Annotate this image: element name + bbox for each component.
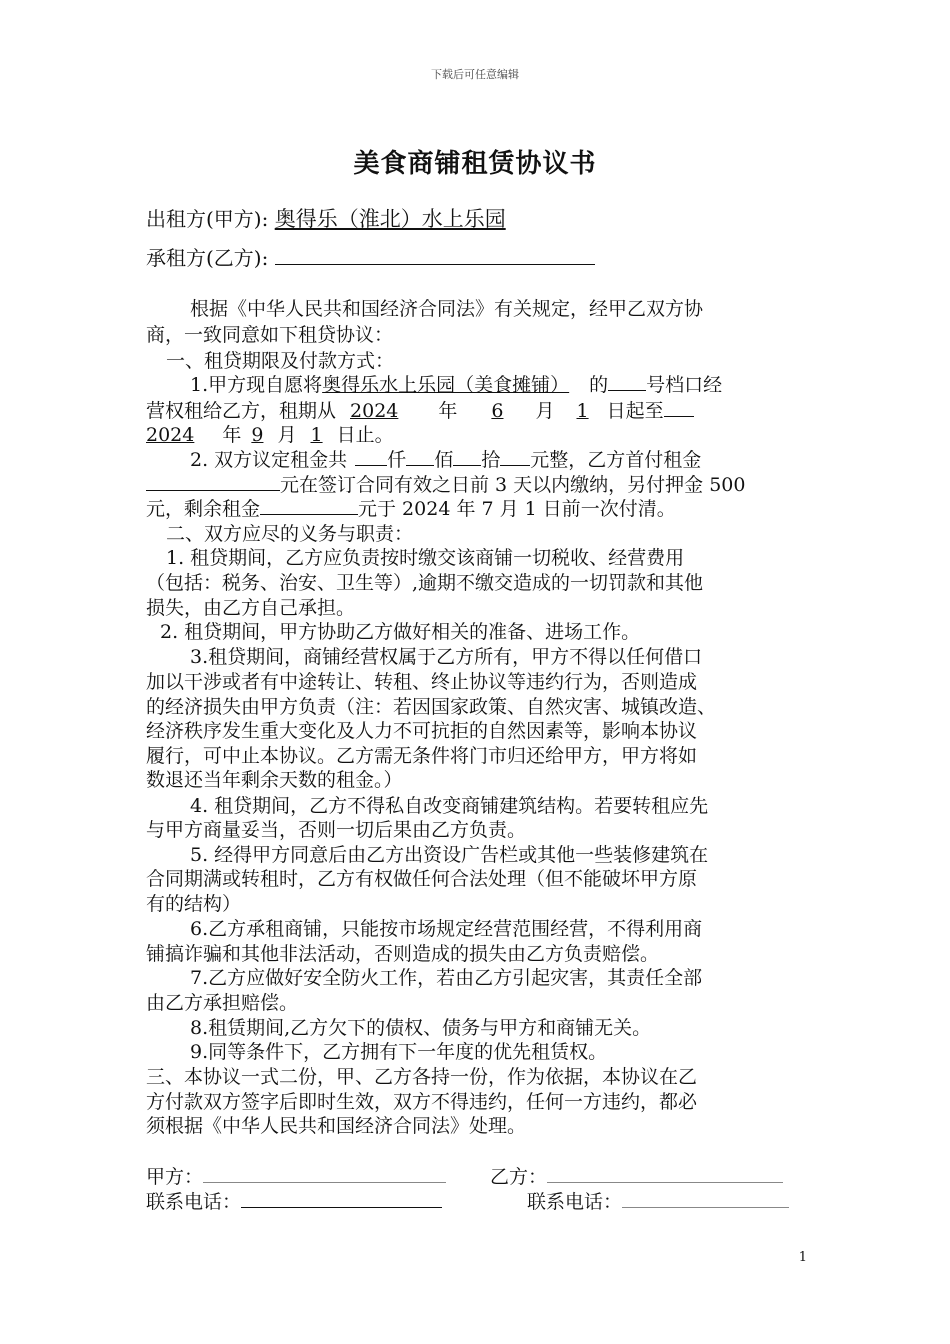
page-number: 1 (798, 1250, 807, 1265)
clause-1-1-line-2: 营权租给乙方，租期从 2024 年 6 月 1 日起至 (146, 396, 694, 423)
end-day: 1 (310, 424, 323, 446)
party-b-label: 承租方(乙方): (146, 246, 269, 270)
duty-5-line-1: 5. 经得甲方同意后由乙方出资设广告栏或其他一些装修建筑在 (190, 844, 709, 866)
sign-party-b-phone: 联系电话： (527, 1187, 789, 1214)
duty-4-line-1: 4. 租贷期间，乙方不得私自改变商铺建筑结构。若要转租应先 (190, 795, 709, 817)
sign-party-a-phone: 联系电话： (146, 1187, 442, 1214)
duty-1-line-2: （包括：税务、治安、卫生等）,逾期不缴交造成的一切罚款和其他 (146, 572, 704, 594)
duty-3-line-3: 的经济损失由甲方负责（注：若因国家政策、自然灾害、城镇改造、 (146, 696, 717, 718)
sign-party-b: 乙方： (490, 1162, 783, 1189)
intro-line-2: 商，一致同意如下租贷协议： (146, 324, 394, 346)
section-3-line-1: 三、本协议一式二份，甲、乙方各持一份，作为依据，本协议在乙 (146, 1066, 698, 1088)
duty-8-line-1: 8.租赁期间,乙方欠下的债权、债务与甲方和商铺无关。 (190, 1017, 652, 1039)
clause-1-1-line-3: 2024 年 9 月 1 日止。 (146, 424, 394, 446)
party-a-row (146, 203, 546, 233)
duty-7-line-1: 7.乙方应做好安全防火工作，若由乙方引起灾害，其责任全部 (190, 967, 703, 989)
section-3-line-3: 须根据《中华人民共和国经济合同法》处理。 (146, 1115, 527, 1137)
party-a-value: 奥得乐（淮北）水上乐园 (274, 207, 506, 231)
duty-6-line-1: 6.乙方承租商铺，只能按市场规定经营范围经营，不得利用商 (190, 918, 703, 940)
party-b-row (146, 242, 595, 271)
sign-party-a: 甲方： (146, 1162, 446, 1189)
start-day: 1 (576, 400, 589, 422)
duty-7-line-2: 由乙方承担赔偿。 (146, 992, 299, 1014)
start-month: 6 (491, 400, 504, 422)
duty-3-line-6: 数退还当年剩余天数的租金。） (146, 769, 403, 791)
document-title: 美食商铺租赁协议书 (353, 149, 597, 179)
duty-1-line-3: 损失，由乙方自己承担。 (146, 597, 356, 619)
section-2-title: 二、双方应尽的义务与职责： (166, 523, 414, 545)
clause-1-2-line-1: 2. 双方议定租金共 仟 佰 拾 元整，乙方首付租金 (190, 449, 702, 471)
party-b-blank (275, 244, 595, 265)
duty-6-line-2: 铺搞诈骗和其他非法活动，否则造成的损失由乙方负责赔偿。 (146, 943, 660, 965)
duty-9-line-1: 9.同等条件下，乙方拥有下一年度的优先租赁权。 (190, 1041, 608, 1063)
clause-1-2-line-3: 元，剩余租金 元于 2024 年 7 月 1 日前一次付清。 (146, 498, 676, 520)
duty-1-line-1: 1. 租贷期间，乙方应负责按时缴交该商铺一切税收、经营费用 (166, 547, 685, 569)
page-header: 下载后可任意编辑 (431, 68, 519, 81)
intro-line-1: 根据《中华人民共和国经济合同法》有关规定，经甲乙双方协 (190, 298, 704, 320)
clause-1-2-line-2: 元在签订合同有效之日前 3 天以内缴纳，另付押金 500 (146, 470, 745, 497)
end-year: 2024 (146, 424, 195, 446)
clause-1-1-line-1: 1.甲方现自愿将奥得乐水上乐园（美食摊铺） 的 号档口经 (190, 374, 723, 396)
party-a-label: 出租方(甲方): (146, 207, 269, 231)
duty-3-line-5: 履行，可中止本协议。乙方需无条件将门市归还给甲方，甲方将如 (146, 745, 698, 767)
duty-3-line-1: 3.租贷期间，商铺经营权属于乙方所有，甲方不得以任何借口 (190, 646, 703, 668)
duty-2-line-1: 2. 租贷期间，甲方协助乙方做好相关的准备、进场工作。 (160, 621, 641, 643)
duty-4-line-2: 与甲方商量妥当，否则一切后果由乙方负责。 (146, 819, 527, 841)
shop-name: 奥得乐水上乐园（美食摊铺） (322, 374, 570, 396)
duty-3-line-2: 加以干涉或者有中途转让、转租、终止协议等违约行为，否则造成 (146, 671, 698, 693)
section-1-title: 一、租贷期限及付款方式： (166, 350, 395, 372)
duty-3-line-4: 经济秩序发生重大变化及人力不可抗拒的自然因素等，影响本协议 (146, 720, 698, 742)
end-month: 9 (251, 424, 264, 446)
start-year: 2024 (350, 400, 399, 422)
duty-5-line-2: 合同期满或转租时，乙方有权做任何合法处理（但不能破坏甲方原 (146, 868, 698, 890)
section-3-line-2: 方付款双方签字后即时生效，双方不得违约，任何一方违约，都必 (146, 1091, 698, 1113)
duty-5-line-3: 有的结构） (146, 893, 242, 915)
